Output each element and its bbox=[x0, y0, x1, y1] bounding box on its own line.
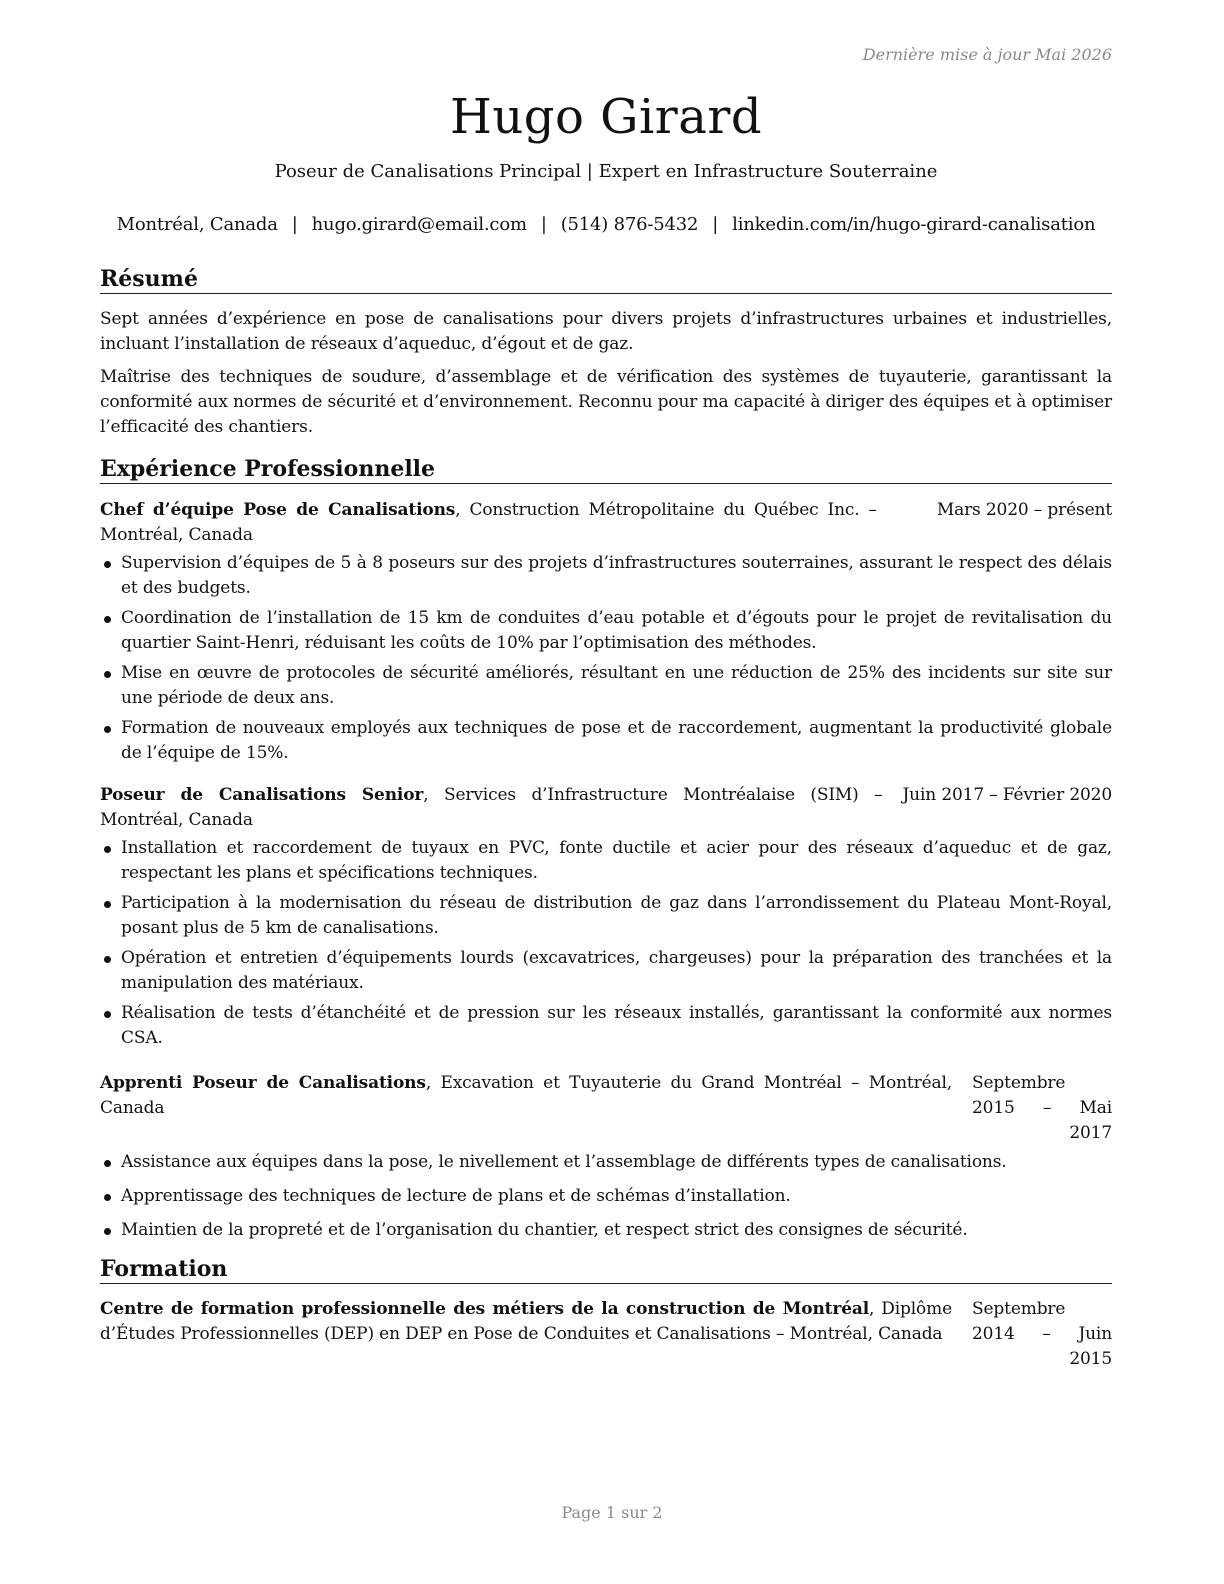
job-dates: Juin 2017 – Février 2020 bbox=[902, 785, 1112, 805]
headline: Poseur de Canalisations Principal | Expert en Infrastructure Souterraine bbox=[274, 161, 938, 182]
job-entry bbox=[100, 1071, 1112, 1243]
candidate-name: Hugo Girard bbox=[449, 89, 763, 145]
job-bullet: Coordination de l’installation de 15 km de conduites d’eau potable et d’égouts pour le projet de revitalisation du quartier Saint-Henri, réduisant les coûts de 10% par l’optimisation des méthodes. bbox=[100, 606, 1112, 656]
job-role: Chef d’équipe Pose de Canalisations bbox=[100, 500, 456, 520]
job-role: Poseur de Canalisations Senior bbox=[100, 785, 424, 805]
summary-section bbox=[100, 265, 1112, 440]
education-school: Centre de formation professionnelle des métiers de la construction de Montréal bbox=[100, 1299, 870, 1319]
contact-email[interactable]: hugo.girard@email.com bbox=[311, 214, 527, 235]
last-updated: Dernière mise à jour Mai 2026 bbox=[862, 45, 1112, 64]
job-bullet: Formation de nouveaux employés aux techniques de pose et de raccordement, augmentant la productivité globale de l’équipe de 15%. bbox=[100, 716, 1112, 766]
job-dates: Septembre 2015 – Mai 2017 bbox=[972, 1073, 1112, 1143]
job-bullet: Maintien de la propreté et de l’organisation du chantier, et respect strict des consignes de sécurité. bbox=[100, 1218, 1112, 1243]
job-entry bbox=[100, 783, 1112, 1051]
education-header bbox=[100, 1297, 1112, 1372]
job-role: Apprenti Poseur de Canalisations bbox=[100, 1073, 426, 1093]
job-header bbox=[100, 498, 1112, 548]
job-bullet: Opération et entretien d’équipements lourds (excavatrices, chargeuses) pour la préparation des tranchées et la manipulation des matériaux. bbox=[100, 946, 1112, 996]
section-title-experience: Expérience Professionnelle bbox=[100, 455, 1112, 484]
education-dates: Septembre 2014 – Juin 2015 bbox=[972, 1299, 1112, 1369]
job-bullet: Participation à la modernisation du réseau de distribution de gaz dans l’arrondissement du Plateau Mont-Royal, posant plus de 5 km de canalisations. bbox=[100, 891, 1112, 941]
experience-section bbox=[100, 455, 1112, 1243]
summary-paragraph: Sept années d’expérience en pose de canalisations pour divers projets d’infrastructures urbaines et industrielles, incluant l’installation de réseaux d’aqueduc, d’égout et de gaz. bbox=[100, 309, 1112, 354]
contact-linkedin[interactable]: linkedin.com/in/hugo-girard-canalisation bbox=[732, 214, 1096, 235]
job-header bbox=[100, 783, 1112, 833]
job-bullet: Supervision d’équipes de 5 à 8 poseurs sur des projets d’infrastructures souterraines, assurant le respect des délais et des budgets. bbox=[100, 551, 1112, 601]
job-bullet: Assistance aux équipes dans la pose, le nivellement et l’assemblage de différents types de canalisations. bbox=[100, 1150, 1112, 1175]
section-title-education: Formation bbox=[100, 1255, 1112, 1284]
summary-paragraph: Maîtrise des techniques de soudure, d’assemblage et de vérification des systèmes de tuyauterie, garantissant la conformité aux normes de sécurité et d’environnement. Reconnu pour ma capacité à diriger des équipes et à optimiser l’efficacité des chantiers. bbox=[100, 367, 1112, 437]
job-bullet: Réalisation de tests d’étanchéité et de pression sur les réseaux installés, garantissant la conformité aux normes CSA. bbox=[100, 1001, 1112, 1051]
education-detail: , Diplôme d’Études Professionnelles (DEP) en DEP en Pose de Conduites et Canalisations – Montréal, Canada bbox=[100, 1299, 953, 1344]
education-section bbox=[100, 1255, 1112, 1372]
job-bullets bbox=[100, 836, 1112, 1051]
contact-separator: | bbox=[712, 214, 719, 235]
job-company: , Construction Métropolitaine du Québec Inc. – Montréal, Canada bbox=[100, 500, 877, 545]
job-dates: Mars 2020 – présent bbox=[936, 500, 1112, 520]
contact-separator: | bbox=[540, 214, 547, 235]
job-bullet: Installation et raccordement de tuyaux en PVC, fonte ductile et acier pour des réseaux d’aqueduc et de gaz, respectant les plans et spécifications techniques. bbox=[100, 836, 1112, 886]
job-bullet: Mise en œuvre de protocoles de sécurité améliorés, résultant en une réduction de 25% des incidents sur site sur une période de deux ans. bbox=[100, 661, 1112, 711]
education-entry bbox=[100, 1297, 1112, 1372]
contact-separator: | bbox=[291, 214, 298, 235]
job-bullets bbox=[100, 551, 1112, 766]
job-bullet: Apprentissage des techniques de lecture de plans et de schémas d’installation. bbox=[100, 1184, 1112, 1209]
job-entry bbox=[100, 498, 1112, 766]
contact-location: Montréal, Canada bbox=[116, 214, 278, 235]
page-number: Page 1 sur 2 bbox=[561, 1503, 663, 1522]
job-company: , Services d’Infrastructure Montréalaise (SIM) – Montréal, Canada bbox=[100, 785, 883, 830]
job-bullets bbox=[100, 1150, 1112, 1243]
job-header bbox=[100, 1071, 1112, 1146]
contact-phone[interactable]: (514) 876-5432 bbox=[560, 214, 699, 235]
contact-line bbox=[100, 213, 1112, 237]
section-title-summary: Résumé bbox=[100, 265, 1112, 294]
job-company: , Excavation et Tuyauterie du Grand Montréal – Montréal, Canada bbox=[100, 1073, 953, 1118]
